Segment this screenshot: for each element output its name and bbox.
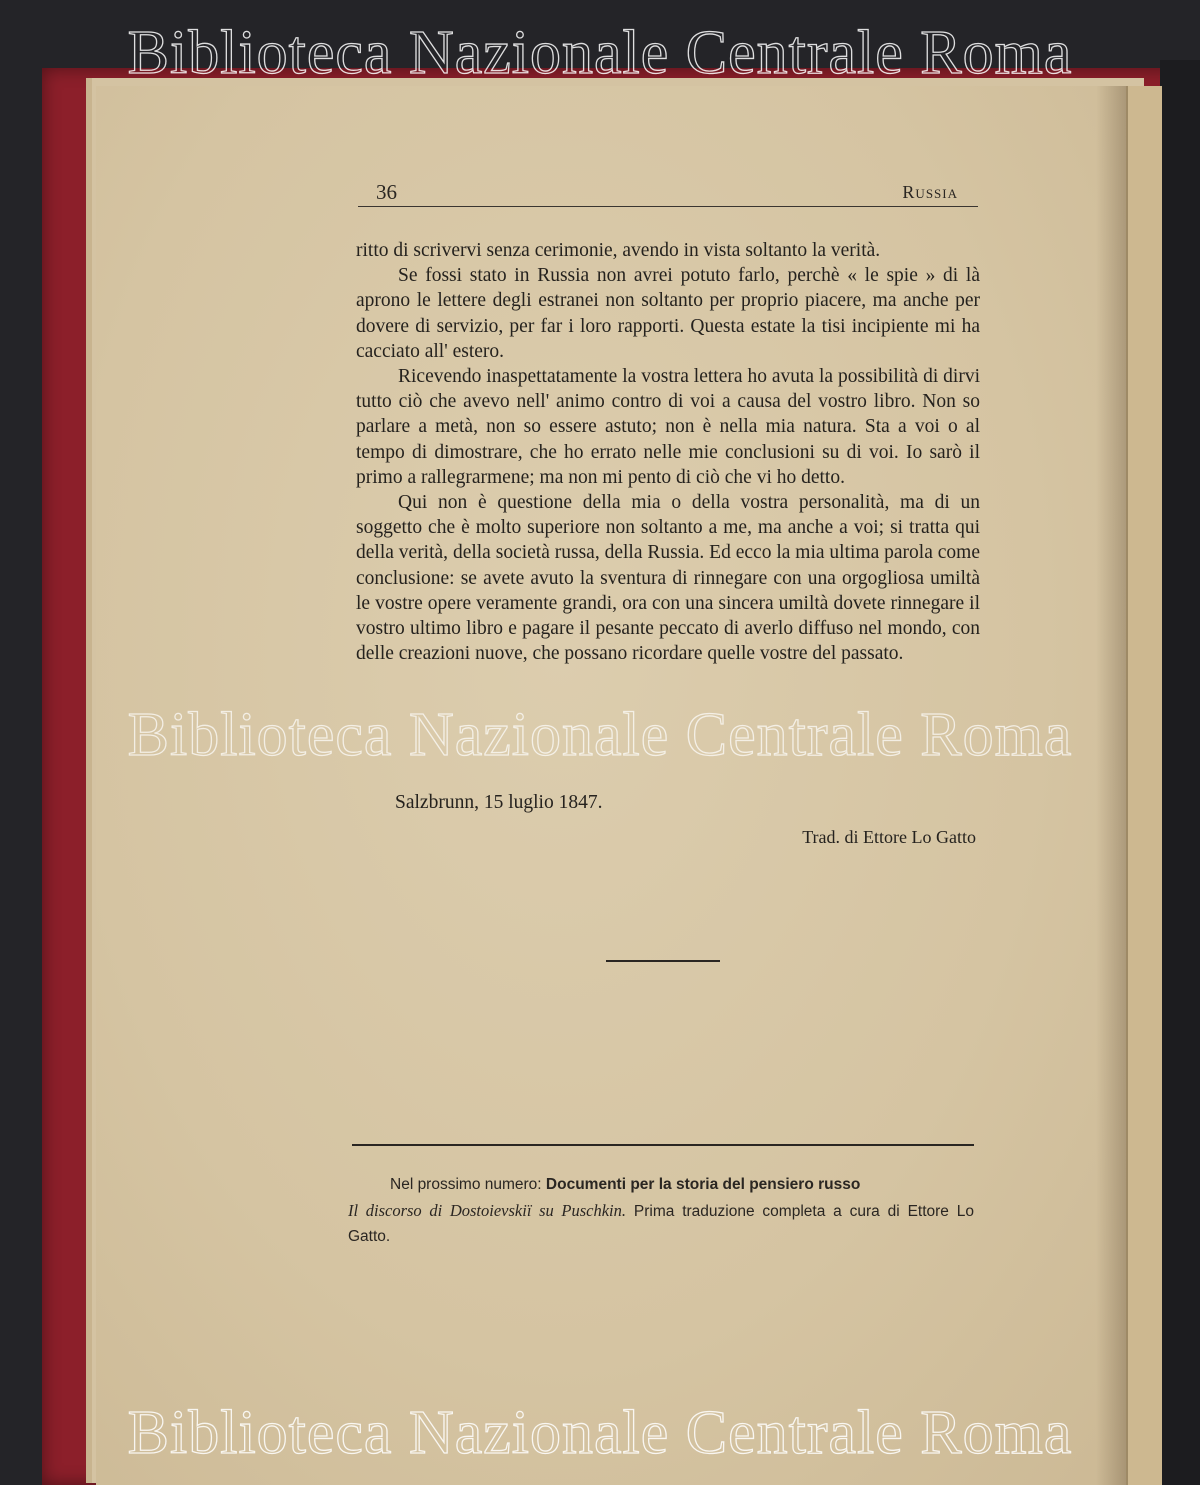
next-issue-note: Prima traduzione completa a cura di (633, 1202, 900, 1220)
page-header (358, 178, 978, 207)
translator-credit: Trad. di Ettore Lo Gatto (802, 827, 976, 847)
dateline: Salzbrunn, 15 luglio 1847. (395, 792, 603, 813)
section-end-rule (606, 960, 720, 962)
footer-rule (352, 1144, 974, 1146)
paragraph-4: Qui non è questione della mia o della vostra personalità, ma di un soggetto che è molto superiore non soltanto a me, ma anche a voi; si tratta qui della verità, della società russa, della Russia. Ed ecco la mia ultima parola come conclusione: se avete avuto la sventura di rinnegare con una orgogliosa umiltà le vostre opere veramente grandi, ora con una sincera umiltà dovete rinnegare il vostro ultimo libro e pagare il pesante peccato di averlo diffuso nel mondo, con delle creazioni nuove, che possano ricordare quelle vostre del passato. (356, 492, 980, 665)
paragraph-3: Ricevendo inaspettatamente la vostra lettera ho avuta la possibilità di dirvi tutto ciò che avevo nell' animo contro di voi a causa del vostro libro. Non so parlare a metà, non so essere astuto; non è nella mia natura. Sta a voi o al tempo di dimostrare, che ho errato nelle mie conclusioni su di voi. Io sarò il primo a rallegrarmene; ma non mi pento di ciò che vi ho detto. (356, 366, 980, 488)
next-issue-work: Il discorso di Dostoievskiï su Puschkin. (348, 1200, 627, 1220)
watermark-bottom: Biblioteca Nazionale Centrale Roma (127, 1399, 1073, 1467)
paragraph-2: Se fossi stato in Russia non avrei potuto farlo, perchè « le spie » di là aprono le lettere degli estranei non soltanto per proprio piacere, ma anche per dovere di servizio, per far i loro rapporti. Questa estate la tisi incipiente mi ha cacciato all' estero. (356, 265, 980, 362)
running-head: Russia (902, 182, 958, 202)
letter-body (356, 238, 980, 666)
gutter-shadow (1096, 86, 1126, 1485)
watermark-top: Biblioteca Nazionale Centrale Roma (127, 19, 1073, 87)
paragraph-1: ritto di scrivervi senza cerimonie, avendo in vista soltanto la verità. (356, 240, 881, 261)
watermark-middle: Biblioteca Nazionale Centrale Roma (127, 701, 1073, 769)
next-issue-notice (348, 1172, 974, 1250)
book-cover-edge (1160, 60, 1200, 1485)
next-issue-label: Nel prossimo numero: (390, 1176, 542, 1193)
facing-page-edge (1126, 86, 1162, 1485)
next-issue-title: Documenti per la storia del pensiero russo (545, 1176, 861, 1193)
next-issue-editor: Ettore Lo Gatto. (348, 1202, 975, 1245)
page-number: 36 (376, 180, 397, 204)
